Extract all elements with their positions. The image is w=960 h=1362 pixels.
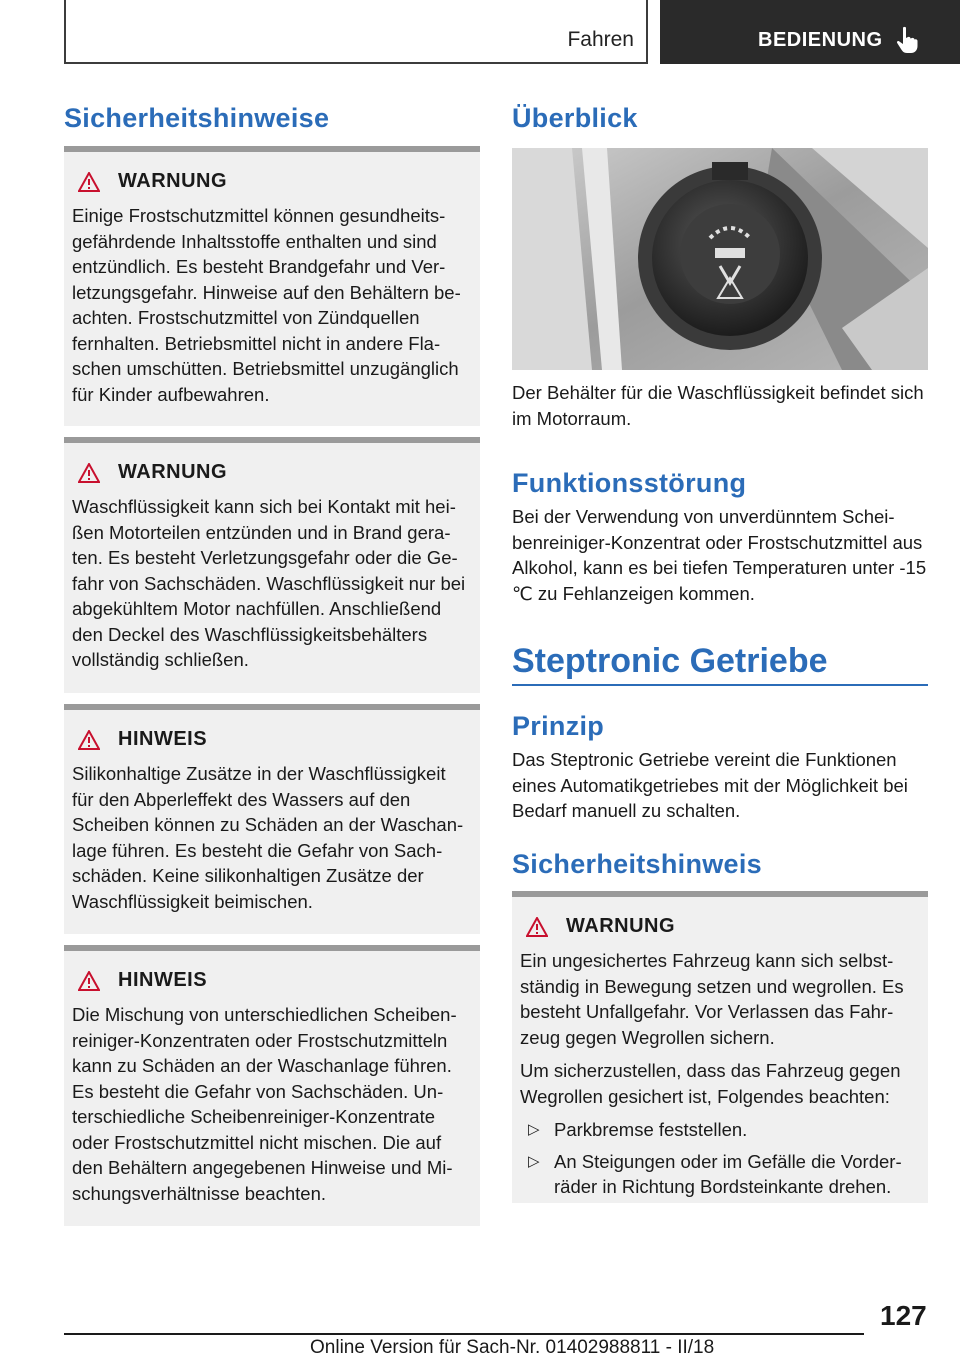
section-rule	[512, 684, 928, 686]
principle-heading: Prinzip	[512, 711, 605, 741]
overview-heading: Überblick	[512, 103, 638, 133]
header-section-tab	[64, 0, 648, 64]
warning-triangle-icon	[78, 730, 100, 750]
warning-triangle-icon	[526, 917, 548, 937]
header-section-label: Fahren	[567, 28, 634, 51]
box-text: Ein ungesichertes Fahrzeug kann sich selbstständig in Bewegung setzen und wegrollen. Es besteht Unfallgefahr. Vor Verlassen das Fahrzeug gegen Wegrollen sichern.	[520, 950, 904, 1048]
box-title: WARNUNG	[566, 915, 676, 937]
warning-triangle-icon	[78, 172, 100, 192]
notice-box-2	[64, 945, 480, 1226]
left-heading: Sicherheitshinweise	[64, 103, 330, 133]
box-text: Waschflüssigkeit kann sich bei Kontakt mit heißen Motorteilen entzünden und in Brand geraten. Es besteht Verletzungsgefahr oder die Gefahr von Sachschäden. Waschflüssigkeit nur bei abgekühltem Motor nachfüllen. Anschließend den Deckel des Waschflüssigkeitsbehälters vollständig schließen.	[72, 496, 466, 670]
footer-rule	[64, 1333, 864, 1335]
malfunction-text: Bei der Verwendung von unverdünntem Scheibenreiniger-Konzentrat oder Frostschutzmittel aus Alkohol, kann es bei tiefen Temperaturen unter -15 ℃ zu Fehlanzeigen kommen.	[512, 506, 927, 604]
box-text: Die Mischung von unterschiedlichen Scheibenreiniger-Konzentraten oder Frostschutzmitteln kann zu Schäden an der Waschanlage führen. Es besteht die Gefahr von Sachschäden. Unterschiedliche Scheibenreiniger-Konzentrate oder Frostschutzmittel nicht mischen. Die auf den Behältern angegebenen Hinweise und Mischungsverhältnisse beachten.	[72, 1004, 457, 1204]
steptronic-heading: Steptronic Getriebe	[512, 642, 828, 680]
warning-triangle-icon	[78, 463, 100, 483]
header-chapter-label: BEDIENUNG	[758, 29, 883, 51]
box-title: HINWEIS	[118, 728, 208, 750]
warning-box-1	[64, 146, 480, 426]
box-title: WARNUNG	[118, 461, 228, 483]
warning-triangle-icon	[78, 971, 100, 991]
box-title: WARNUNG	[118, 170, 228, 192]
box-title: HINWEIS	[118, 969, 208, 991]
box-text: Einige Frostschutzmittel können gesundheitsgefährdende Inhaltsstoffe enthalten und sind entzündlich. Es besteht Brandgefahr und Verletzungsgefahr. Hinweise auf den Behältern beachten. Frostschutzmittel von Zündquellen fernhalten. Betriebsmittel nicht in andere Flaschen umschütten. Betriebsmittel unzugänglich für Kinder aufbewahren.	[72, 205, 461, 405]
page-number: 127	[880, 1300, 927, 1331]
notice-box-1	[64, 704, 480, 934]
principle-text: Das Steptronic Getriebe vereint die Funktionen eines Automatikgetriebes mit der Möglichkeit bei Bedarf manuell zu schalten.	[512, 749, 908, 821]
safety-warning-box	[512, 891, 928, 1203]
overview-caption: Der Behälter für die Waschflüssigkeit befindet sich im Motorraum.	[512, 382, 924, 429]
list-item: ▷ An Steigungen oder im Gefälle die Vorderräder in Richtung Bordsteinkante drehen.	[528, 1150, 902, 1197]
malfunction-heading: Funktionsstörung	[512, 468, 747, 498]
list-item: ▷ Parkbremse feststellen.	[520, 1117, 920, 1143]
bullet-triangle-icon: ▷	[528, 1121, 540, 1138]
warning-box-2	[64, 437, 480, 693]
footer-online-version: Online Version für Sach-Nr. 01402988811 - II/18	[310, 1337, 715, 1358]
box-text: Um sicherzustellen, dass das Fahrzeug gegen Wegrollen gesichert ist, Folgendes beachten:	[520, 1060, 901, 1107]
hand-pointer-icon	[896, 26, 918, 54]
bullet-triangle-icon: ▷	[528, 1152, 540, 1170]
safety-heading: Sicherheitshinweis	[512, 849, 762, 879]
washer-reservoir-photo	[512, 148, 928, 370]
bullet-list	[520, 1117, 920, 1200]
box-text: Silikonhaltige Zusätze in der Waschflüssigkeit für den Abperleffekt des Wassers auf den Scheiben können zu Schäden an der Waschanlage führen. Es besteht die Gefahr von Sachschäden. Keine silikonhaltigen Zusätze der Waschflüssigkeit beimischen.	[72, 763, 464, 912]
